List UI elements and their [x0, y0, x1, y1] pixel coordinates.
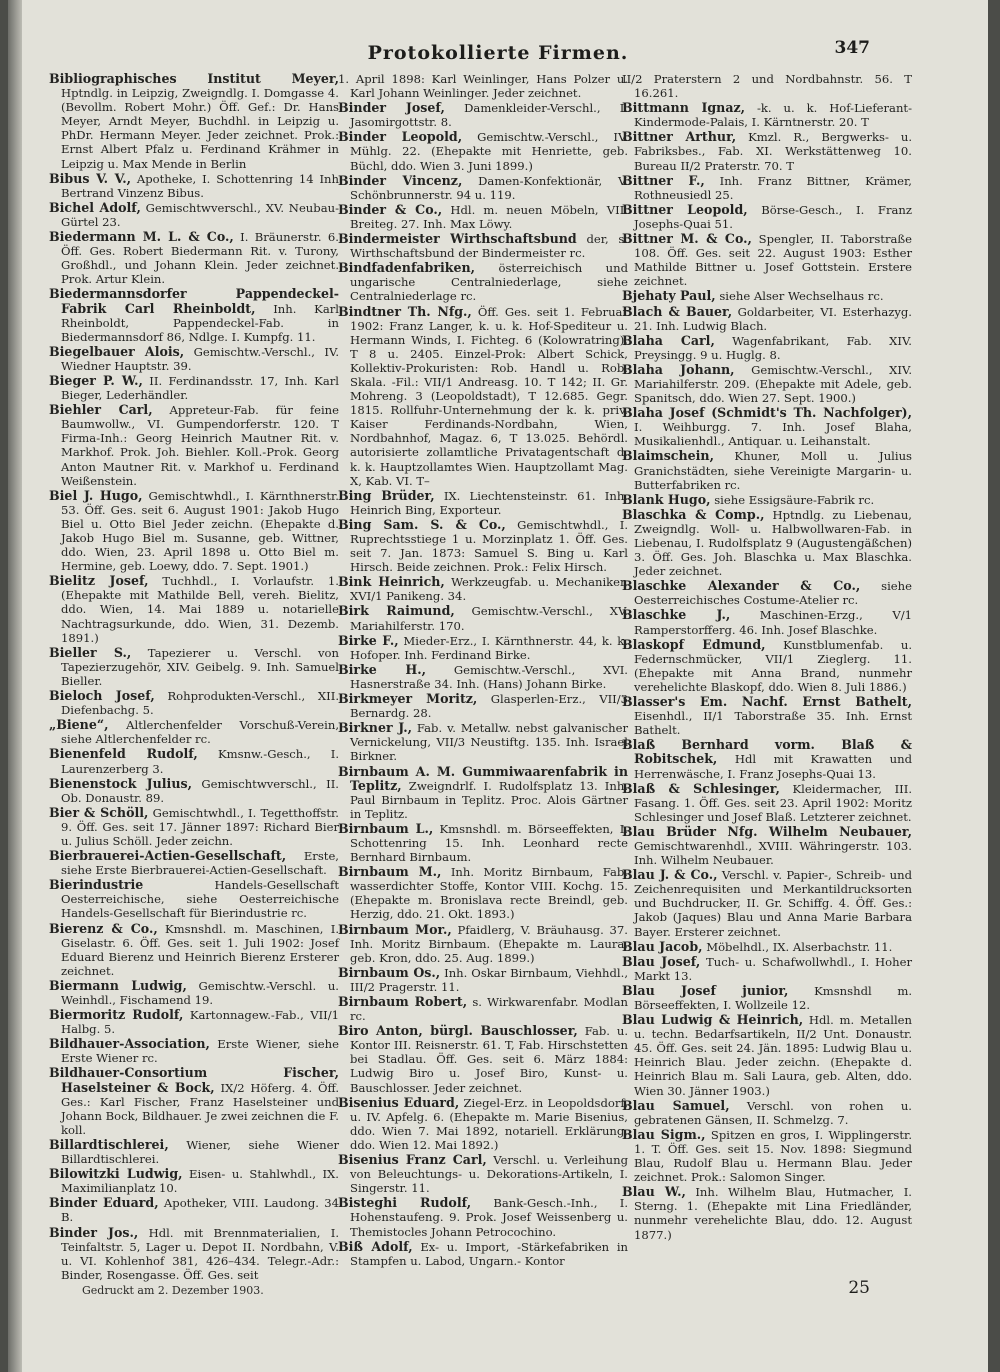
directory-entry: [338, 765, 628, 821]
directory-entry: [338, 995, 628, 1023]
firm-name: Binder Leopold,: [338, 129, 463, 145]
entry-details: Spitzen en gros, I. Wipplingerstr. 1. T. Öff. Ges. seit 15. Nov. 1898: Siegmund Blau, Rudolf Blau u. Hermann Blau. Jeder zeichnet. Prok.: Salomon Singer.: [634, 1127, 912, 1185]
firm-name: Bienenfeld Rudolf,: [49, 746, 198, 762]
directory-entry: [338, 174, 628, 202]
entry-details: Eisen- u. Stahlwhdl., IX. Maximilianplatz 10.: [61, 1167, 339, 1196]
directory-entry: [49, 646, 339, 688]
firm-name: Birnbaum Robert,: [338, 994, 468, 1009]
firm-name: Bindermeister Wirthschaftsbund: [338, 231, 577, 247]
firm-name: Birnbaum Os.,: [338, 964, 441, 980]
directory-entry: [49, 1167, 339, 1195]
entry-details: österreichisch und ungarische Centralniederlage, siehe Centralniederlage rc.: [350, 261, 628, 304]
entry-details: Gemischtw.-Verschl., XIV. Mariahilferstr. 209. (Ehepakte mit Adele, geb. Spanitsch, ddo. Wien 27. Sept. 1900.): [634, 362, 912, 406]
firm-name: Bittner Arthur,: [622, 129, 737, 145]
entry-details: Ziegel-Erz. in Leopoldsdorf, u. IV. Apfelg. 6. (Ehepakte m. Marie Bisenius, ddo. Wien 7. Mai 1892, notariell. Erklärung, ddo. Wien 12. Mai 1892.): [350, 1095, 628, 1152]
directory-entry: [49, 849, 339, 877]
firm-name: Bieller S.,: [49, 644, 132, 660]
directory-entry: [622, 984, 912, 1012]
entry-details: Appreteur-Fab. für feine Baumwollw., VI. Gumpendorferstr. 120. T Firma-Inh.: Georg Heinrich Mautner Rit. v. Markhof. Prok. Joh. Biehler. Koll.-Prok. Georg Anton Mautner Rit. v. Markhof u. Ferdinand Weißenstein.: [61, 403, 340, 488]
entry-details: Handels-Gesellschaft Oesterreichische, siehe Oesterreichische Handels-Gesellschaft für Bierindustrie rc.: [61, 878, 339, 921]
firm-name: Blaha Johann,: [622, 361, 735, 377]
firm-name: Bittner F.,: [622, 172, 705, 188]
entry-details: IX. Liechtensteinstr. 61. Inh. Heinrich Bing, Exporteur.: [350, 488, 628, 517]
entry-details: Erste, siehe Erste Bierbrauerei-Actien-Gesellschaft.: [61, 849, 339, 878]
entry-details: der, s. Wirthschaftsbund der Bindermeister rc.: [350, 232, 628, 261]
firm-name: Birkner J.,: [338, 720, 412, 736]
directory-entry: [622, 363, 912, 405]
entry-details: Rohprodukten-Verschl., XII. Diefenbachg. 5.: [61, 689, 339, 718]
entry-details: s. Wirkwarenfabr. Modlan rc.: [350, 995, 629, 1024]
entry-details: Mieder-Erz., I. Kärnthnerstr. 44, k. k. Hofoper. Inh. Ferdinand Birke.: [350, 633, 629, 662]
firm-name: Birke H.,: [338, 661, 427, 677]
directory-entry: [338, 203, 628, 231]
firm-name: Biel J. Hugo,: [49, 487, 143, 503]
firm-name: Blau W.,: [622, 1184, 686, 1200]
entry-details: -k. u. k. Hof-Lieferant-Kindermode-Palais, I. Kärntnerstr. 20. T: [634, 101, 912, 130]
firm-name: Blaimschein,: [622, 448, 714, 464]
directory-entry: [338, 692, 628, 720]
entry-details: Kartonnagew.-Fab., VII/1 Halbg. 5.: [61, 1008, 340, 1037]
print-date-note: Gedruckt am 2. Dezember 1903.: [82, 1284, 264, 1297]
directory-entry: [622, 738, 912, 780]
entry-details: Hptndlg. zu Liebenau, Zweigndlg. Woll- u. Halbwollwaren-Fab. in Liebenau, I. Rudolfsplatz 9 (Augustengäßchen) 3. Öff. Ges. Joh. Blaschka u. Max Blaschka. Jeder zeichnet.: [634, 507, 912, 579]
directory-entry: [49, 718, 339, 746]
entry-details: Maschinen-Erzg., V/1 Ramperstorfferg. 46. Inh. Josef Blaschke.: [634, 608, 912, 637]
firm-name: Biß Adolf,: [338, 1238, 413, 1254]
firm-name: Billardtischlerei,: [49, 1136, 169, 1152]
directory-entry: [338, 634, 628, 662]
entry-details: Zweigndrlf. I. Rudolfsplatz 13. Inh. Paul Birnbaum in Teplitz. Proc. Alois Gärtner in Teplitz.: [350, 778, 629, 821]
firm-name: Blau Samuel,: [622, 1097, 730, 1113]
firm-name: Blaschke Alexander & Co.,: [622, 578, 861, 594]
firm-name: Blaß Bernhard vorm. Blaß & Robitschek,: [622, 737, 912, 767]
firm-name: Bing Brüder,: [338, 487, 435, 503]
entry-details: 1. April 1898: Karl Weinlinger, Hans Polzer u. Karl Johann Weinlinger. Jeder zeichnet.: [338, 72, 628, 101]
firm-name: Blasser's Em. Nachf. Ernst Bathelt,: [622, 694, 912, 710]
directory-entry: [622, 508, 912, 578]
entry-details: II/2 Praterstern 2 und Nordbahnstr. 56. T 16.261.: [622, 72, 912, 101]
entry-details: Inh. Karl Rheinboldt, Pappendeckel-Fab. in Biedermannsdorf 86, Ndlge. I. Kumpfg. 11.: [61, 301, 339, 344]
directory-entry: [49, 574, 339, 644]
entry-details: Gemischtw.-Verschl., XV. Mariahilferstr. 170.: [350, 604, 628, 633]
entry-details: Kmzl. R., Bergwerks- u. Fabriksbes., Fab. XI. Werkstättenweg 10. Bureau II/2 Praterstr. 70. T: [634, 130, 913, 173]
entry-details: Gemischtwhdl., I. Kärnthnerstr. 53. Öff. Ges. seit 6. August 1901: Jakob Hugo Biel u. Otto Biel Jeder zeichn. (Ehepakte d. Jakob Hugo Biel m. Susanne, geb. Wittner, ddo. Wien, 23. April 1898 u. Otto Biel m. Hermine, geb. Loewy, ddo. 7. Sept. 1901.): [61, 488, 339, 574]
directory-entry: [622, 130, 912, 172]
firm-name: Bisteghi Rudolf,: [338, 1195, 472, 1211]
directory-entry: [49, 1037, 339, 1065]
firm-name: Birnbaum M.,: [338, 864, 442, 880]
firm-name: Blaha Carl,: [622, 332, 715, 348]
entry-details: Hptndlg. in Leipzig, Zweigndlg. I. Domgasse 4. (Bevollm. Robert Mohr.) Öff. Gef.: Dr. Hans Meyer, Arndt Meyer, Buchdhl. in Leipzig u. PhDr. Hermann Meyer. Jeder zeichnet. Prok.: Ernst Albert Pfalz u. Ferdinand Krähmer in Leipzig u. Max Mende in Berlin: [61, 86, 339, 171]
entry-details: Altlerchenfelder Vorschuß-Verein, siehe Altlerchenfelder rc.: [61, 718, 340, 747]
directory-entry: [49, 1196, 339, 1224]
directory-entry: [49, 922, 339, 978]
entry-details: Tuchhdl., I. Vorlaufstr. 1. (Ehepakte mit Mathilde Bell, vereh. Bielitz, ddo. Wien, 14. Mai 1889 u. notarielle Nachtragsurkunde, ddo. Wien, 31. Dezemb. 1891.): [61, 574, 339, 645]
directory-entry: [622, 232, 912, 288]
firm-name: Bjehaty Paul,: [622, 288, 716, 304]
directory-entry: [338, 604, 628, 632]
firm-name: Birnbaum Mor.,: [338, 921, 452, 937]
firm-name: Birnbaum L.,: [338, 820, 434, 836]
book-spine-shadow: [8, 0, 22, 1372]
directory-entry: [338, 1240, 628, 1268]
firm-name: Bichel Adolf,: [49, 199, 141, 215]
entry-details: Verschl. u. Verleihung von Beleuchtungs- u. Dekorations-Artikeln, I. Singerstr. 11.: [350, 1153, 628, 1196]
directory-entry: [49, 489, 339, 574]
entry-details: Kmsnshdl m. Börseeffekten, I. Wollzeile 12.: [634, 983, 913, 1012]
firm-name: Biedermannsdorfer Pappendeckel-Fabrik Carl Rheinboldt,: [49, 286, 339, 316]
directory-entry: [49, 287, 339, 343]
entry-details: Goldarbeiter, VI. Esterhazyg. 21. Inh. Ludwig Blach.: [634, 304, 912, 333]
directory-entry: [622, 638, 912, 694]
firm-name: Binder Eduard,: [49, 1195, 159, 1211]
directory-entry: [622, 955, 912, 983]
firm-name: Blau Josef,: [622, 953, 701, 969]
entry-details: Damen-Konfektionär, V. Schönbrunnerstr. 94 u. 119.: [350, 173, 628, 202]
directory-entry: [622, 940, 912, 954]
entry-details: Inh. Franz Bittner, Krämer, Rothneusiedl 25.: [634, 173, 912, 202]
entry-details: Pfaidlerg, V. Bräuhausg. 37. Inh. Moritz Birnbaum. (Ehepakte m. Laura, geb. Kron, ddo. 25. Aug. 1899.): [350, 922, 628, 965]
firm-name: Bierbrauerei-Actien-Gesellschaft,: [49, 848, 287, 864]
firm-name: Blaß & Schlesinger,: [622, 780, 780, 796]
firm-name: Bierindustrie: [49, 877, 144, 893]
entry-details: Inh. Oskar Birnbaum, Viehhdl., III/2 Pragerstr. 11.: [350, 965, 629, 994]
entry-details: Gemischtw.-Verschl., XVI. Hasnerstraße 34. Inh. (Hans) Johann Birke.: [350, 662, 628, 691]
directory-entry: [338, 923, 628, 965]
firm-name: Birke F.,: [338, 632, 399, 648]
entry-details: Inh. Moritz Birnbaum, Fab. wasserdichter Stoffe, Kontor VIII. Kochg. 15. (Ehepakte m. Bronislava recte Breindl, geb. Herzig, ddo. 21. Okt. 1893.): [350, 865, 628, 922]
firm-name: Biermoritz Rudolf,: [49, 1007, 184, 1023]
directory-entry: [49, 201, 339, 229]
directory-page: [8, 0, 988, 1372]
firm-name: Bink Heinrich,: [338, 574, 445, 590]
firm-name: Blau J. & Co.,: [622, 867, 718, 883]
directory-entry: [622, 1099, 912, 1127]
column-middle: [338, 72, 628, 1272]
directory-entry: [622, 1128, 912, 1184]
directory-entry: [338, 305, 628, 488]
entry-details: Damenkleider-Verschl., I. Jasomirgottstr. 8.: [350, 101, 628, 130]
entry-details: Öff. Ges. seit 1. Februar 1902: Franz Langer, k. u. k. Hof-Spediteur u. Hermann Winds, I. Fichteg. 6 (Kolowratring), T 8 u. 2405. Einzel-Prok: Albert Schick, Kollektiv-Prokuristen: Rob. Handl u. Rob. Skala. -Fil.: VII/1 Andreasg. 10. T 142; II. Gr. Mohreng. 3 (Leopoldstadt), T 12.685. Gegr. 1815. Rollfuhr-Unternehmung der k. k. priv. Kaiser Ferdinands-Nordbahn, Wien, Nordbahnhof, Magaz. 6, T 13.025. Behördl. autorisierte zollamtliche Privatagentschaft d. k. k. Hauptzollamtes Wien. Hauptzollamt Mag. X, Kab. VI. T–: [350, 304, 628, 488]
directory-entry: [49, 1226, 339, 1282]
firm-name: Birnbaum A. M. Gummiwaarenfabrik in Teplitz,: [338, 763, 628, 793]
signature-mark: 25: [848, 1278, 870, 1298]
firm-name: Biro Anton, bürgl. Bauschlosser,: [338, 1023, 578, 1039]
firm-name: Bindtner Th. Nfg.,: [338, 303, 472, 319]
directory-entry: [49, 806, 339, 848]
directory-entry: [338, 72, 628, 100]
directory-entry: [49, 777, 339, 805]
directory-entry: [338, 518, 628, 574]
firm-name: Blaschke J.,: [622, 607, 731, 623]
directory-entry: [338, 1024, 628, 1094]
entry-details: Hdl. m. neuen Möbeln, VII. Breiteg. 27. Inh. Max Löwy.: [350, 202, 628, 231]
entry-details: Gemischtw.-Verschl., IV. Mühlg. 22. (Ehepakte mit Henriette, geb. Büchl, ddo. Wien 3. Juni 1899.): [350, 130, 629, 173]
firm-name: Binder Josef,: [338, 100, 445, 116]
firm-name: Blank Hugo,: [622, 491, 711, 507]
firm-name: Birk Raimund,: [338, 603, 455, 619]
directory-entry: [49, 403, 339, 488]
firm-name: Blau Josef junior,: [622, 982, 789, 998]
entry-details: Hdl. mit Brennmaterialien, I. Teinfaltstr. 5, Lager u. Depot II. Nordbahn, V. u. VI. Kohlenhof 381, 426–434. Telegr.-Adr.: Binder, Rosengasse. Öff. Ges. seit: [61, 1225, 340, 1282]
directory-entry: [49, 345, 339, 373]
entry-details: Verschl. v. Papier-, Schreib- und Zeichenrequisiten und Merkantildrucksorten und Buchdrucker, II. Gr. Schiffg. 4. Öff. Ges.: Jakob (Jaques) Blau und Anna Marie Barbara Bayer. Ersterer zeichnet.: [634, 868, 913, 939]
directory-entry: [622, 406, 912, 448]
firm-name: „Biene“,: [49, 717, 109, 733]
entry-details: Kmsnshdl. m. Börseeffekten, I. Schottenring 15. Inh. Leonhard recte Bernhard Birnbaum.: [350, 821, 628, 865]
firm-name: Blaskopf Edmund,: [622, 636, 766, 652]
entry-details: Tuch- u. Schafwollwhdl., I. Hoher Markt 13.: [634, 954, 913, 983]
page-number: 347: [834, 38, 870, 58]
entry-details: Hdl mit Krawatten und Herrenwäsche, I. Franz Josephs-Quai 13.: [634, 752, 912, 781]
directory-entry: [49, 979, 339, 1007]
firm-name: Bibus V. V.,: [49, 170, 131, 186]
directory-entry: [622, 101, 912, 129]
firm-name: Blach & Bauer,: [622, 303, 733, 319]
directory-entry: [338, 130, 628, 172]
entry-details: Fab. u. Kontor III. Reisnerstr. 61. T, Fab. Hirschstetten bei Stadlau. Öff. Ges. seit 6. März 1884: Ludwig Biro u. Josef Biro, Kunst- u. Bauschlosser. Jeder zeichnet.: [350, 1024, 629, 1095]
directory-entry: [49, 72, 339, 171]
entry-details: Kmsnshdl. m. Maschinen, I. Giselastr. 6. Öff. Ges. seit 1. Juli 1902: Josef Eduard Bierenz und Heinrich Bierenz Ersterer zeichnet.: [61, 921, 340, 978]
firm-name: Bibliographisches Institut Meyer,: [49, 71, 339, 86]
directory-entry: [49, 374, 339, 402]
entry-details: Bank-Gesch.-Inh., I. Hohenstaufeng. 9. Prok. Josef Weissenberg u. Themistocles Johann Petrocochino.: [350, 1196, 629, 1239]
entry-details: Werkzeugfab. u. Mechaniker, XVI/1 Panikeng. 34.: [350, 575, 628, 604]
directory-entry: [338, 575, 628, 603]
entry-details: II. Ferdinandsstr. 17, Inh. Karl Bieger, Lederhändler.: [61, 373, 339, 403]
directory-entry: [49, 1138, 339, 1166]
firm-name: Blaha Josef (Schmidt's Th. Nachfolger),: [622, 405, 912, 421]
directory-entry: [622, 825, 912, 867]
entry-details: Erste Wiener, siehe Erste Wiener rc.: [61, 1037, 340, 1066]
directory-entry: [49, 689, 339, 717]
firm-name: Biegelbauer Alois,: [49, 343, 185, 359]
directory-entry: [622, 608, 912, 636]
entry-details: Gemischtw.-Verschl. u. Weinhdl., Fischamend 19.: [61, 978, 339, 1007]
directory-entry: [338, 232, 628, 260]
entry-details: siehe Alser Wechselhaus rc.: [719, 289, 884, 304]
directory-entry: [338, 966, 628, 994]
directory-entry: [622, 493, 912, 507]
directory-entry: [338, 489, 628, 517]
directory-entry: [49, 230, 339, 286]
firm-name: Bielitz Josef,: [49, 573, 149, 589]
directory-entry: [622, 1185, 912, 1241]
directory-entry: [49, 878, 339, 920]
firm-name: Birkmeyer Moritz,: [338, 691, 478, 707]
entry-details: Wagenfabrikant, Fab. XIV. Preysingg. 9 u. Huglg. 8.: [634, 333, 912, 362]
firm-name: Bittner M. & Co.,: [622, 231, 752, 247]
firm-name: Bieger P. W.,: [49, 372, 143, 388]
entry-details: Gemischtwhdl., I. Tegetthoffstr. 9. Öff. Ges. seit 17. Jänner 1897: Richard Bier u. Julius Schöll. Jeder zeichn.: [61, 805, 339, 848]
entry-details: Khuner, Moll u. Julius Granichstädten, siehe Vereinigte Margarin- u. Butterfabriken rc.: [634, 449, 912, 492]
entry-details: Gemischtwverschl., XV. Neubau-Gürtel 23.: [61, 200, 339, 229]
firm-name: Binder & Co.,: [338, 201, 443, 217]
entry-details: Verschl. von rohen u. gebratenen Gänsen, II. Schmelzg. 7.: [634, 1098, 912, 1127]
firm-name: Blau Sigm.,: [622, 1126, 706, 1142]
entry-details: Möbelhdl., IX. Alserbachstr. 11.: [706, 939, 893, 954]
directory-entry: [622, 868, 912, 938]
entry-details: Gemischtwverschl., II. Ob. Donaustr. 89.: [61, 776, 339, 805]
firm-name: Blaschka & Comp.,: [622, 506, 765, 522]
directory-entry: [338, 101, 628, 129]
column-right: [622, 72, 912, 1272]
directory-entry: [338, 822, 628, 864]
directory-entry: [622, 1013, 912, 1098]
entry-details: Apotheke, I. Schottenring 14 Inh Bertrand Vinzenz Bibus.: [61, 171, 339, 200]
entry-details: Tapezierer u. Verschl. von Tapezierzugehör, XIV. Geibelg. 9. Inh. Samuel Bieller.: [61, 645, 339, 688]
firm-name: Bindfadenfabriken,: [338, 260, 476, 276]
entry-details: Wiener, siehe Wiener Billardtischlerei.: [61, 1137, 340, 1167]
entry-details: Kunstblumenfab. u. Federnschmücker, VII/1 Zieglerg. 11. (Ehepakte mit Anna Brand, nunmehr verehelichte Blaskopf, ddo. Wien 8. Juli 1886.): [634, 637, 913, 694]
entry-details: Kleidermacher, III. Fasang. 1. Öff. Ges. seit 23. April 1902: Moritz Schlesinger und Josef Blaß. Letzterer zeichnet.: [634, 781, 912, 824]
entry-details: Ex- u. Import, -Stärkefabriken in Stampfen u. Labod, Ungarn.- Kontor: [350, 1239, 628, 1268]
directory-entry: [622, 449, 912, 491]
entry-details: Spengler, II. Taborstraße 108. Öff. Ges. seit 22. August 1903: Esther Mathilde Bittner u. Josef Gottstein. Erstere zeichnet.: [634, 232, 912, 289]
directory-entry: [622, 782, 912, 824]
firm-name: Binder Jos.,: [49, 1224, 139, 1240]
directory-entry: [622, 289, 912, 303]
firm-name: Bing Sam. S. & Co.,: [338, 516, 506, 532]
directory-entry: [338, 1096, 628, 1152]
entry-details: Gemischtwarenhdl., XVIII. Währingerstr. 103. Inh. Wilhelm Neubauer.: [634, 838, 912, 868]
directory-entry: [622, 334, 912, 362]
entry-details: Eisenhdl., II/1 Taborstraße 35. Inh. Ernst Bathelt.: [634, 709, 912, 738]
firm-name: Biehler Carl,: [49, 402, 153, 418]
entry-details: Kmsnw.-Gesch., I. Laurenzerberg 3.: [61, 747, 340, 776]
directory-entry: [49, 1008, 339, 1036]
entry-details: I. Bräunerstr. 6. Öff. Ges. Robert Biedermann Rit. v. Turony, Großhdl., und Johann Klein. Jeder zeichnet. Prok. Artur Klein.: [61, 230, 339, 287]
firm-name: Biedermann M. L. & Co.,: [49, 229, 234, 245]
directory-entry: [622, 72, 912, 100]
directory-entry: [338, 1153, 628, 1195]
directory-entry: [338, 721, 628, 763]
directory-entry: [622, 305, 912, 333]
page-title: Protokollierte Firmen.: [367, 42, 629, 64]
entry-details: I. Weihburgg. 7. Inh. Josef Blaha, Musikalienhdl., Antiquar. u. Leihanstalt.: [634, 420, 912, 449]
firm-name: Binder Vincenz,: [338, 172, 463, 188]
directory-entry: [622, 579, 912, 607]
firm-name: Blau Jacob,: [622, 938, 703, 954]
entry-details: Fab. v. Metallw. nebst galvanischer Vernickelung, VII/3 Neustiftg. 135. Inh. Israel Birkner.: [350, 721, 628, 764]
firm-name: Blau Ludwig & Heinrich,: [622, 1012, 804, 1028]
entry-details: Glasperlen-Erz., VII/3 Bernardg. 28.: [350, 692, 629, 721]
entry-details: Inh. Wilhelm Blau, Hutmacher, I. Sterng. 1. (Ehepakte mit Lina Friedländer, nunmehr verehelichte Blau, ddo. 12. August 1877.): [634, 1185, 912, 1242]
firm-name: Bildhauer-Consortium Fischer, Haselsteiner & Bock,: [49, 1065, 339, 1095]
directory-entry: [338, 865, 628, 921]
entry-details: siehe Essigsäure-Fabrik rc.: [714, 492, 875, 507]
firm-name: Blau Brüder Nfg. Wilhelm Neubauer,: [622, 823, 912, 839]
firm-name: Bisenius Eduard,: [338, 1094, 460, 1110]
firm-name: Bisenius Franz Carl,: [338, 1152, 487, 1168]
directory-entry: [49, 172, 339, 200]
directory-entry: [49, 747, 339, 775]
directory-entry: [49, 1066, 339, 1136]
directory-entry: [622, 695, 912, 737]
entry-details: Apotheker, VIII. Laudong. 34 B.: [61, 1196, 340, 1225]
directory-entry: [622, 203, 912, 231]
firm-name: Bier & Schöll,: [49, 804, 149, 820]
firm-name: Bittmann Ignaz,: [622, 100, 746, 116]
firm-name: Biermann Ludwig,: [49, 977, 187, 993]
directory-entry: [622, 174, 912, 202]
directory-entry: [338, 1196, 628, 1238]
entry-details: IX/2 Höferg. 4. Öff. Ges.: Karl Fischer, Franz Haselsteiner und Johann Bock, Bildhauer. Je zwei zeichnen die F. koll.: [61, 1080, 339, 1137]
entry-details: Börse-Gesch., I. Franz Josephs-Quai 51.: [634, 202, 913, 231]
entry-details: Gemischtw.-Verschl., IV. Wiedner Hauptstr. 39.: [61, 344, 340, 373]
firm-name: Bienenstock Julius,: [49, 775, 192, 791]
directory-entry: [338, 663, 628, 691]
entry-details: Hdl. m. Metallen u. techn. Bedarfsartikeln, II/2 Unt. Donaustr. 45. Öff. Ges. seit 24. Jän. 1895: Ludwig Blau u. Heinrich Blau. Jeder zeichn. (Ehepakte d. Heinrich Blau m. Sali Laura, geb. Alten, ddo. Wien 30. Jänner 1903.): [634, 1013, 912, 1098]
column-left: [49, 71, 340, 1282]
firm-name: Bilowitzki Ludwig,: [49, 1166, 183, 1182]
firm-name: Bierenz & Co.,: [49, 920, 158, 936]
entry-details: Gemischtwhdl., I. Ruprechtsstiege 1 u. Morzinplatz 1. Öff. Ges. seit 7. Jan. 1873: Samuel S. Bing u. Karl Hirsch. Beide zeichnen. Prok.: Felix Hirsch.: [350, 517, 629, 575]
firm-name: Bieloch Josef,: [49, 688, 155, 704]
directory-entry: [338, 261, 628, 303]
firm-name: Bittner Leopold,: [622, 201, 748, 217]
entry-details: siehe Oesterreichisches Costume-Atelier rc.: [634, 579, 912, 608]
firm-name: Bildhauer-Association,: [49, 1036, 210, 1052]
